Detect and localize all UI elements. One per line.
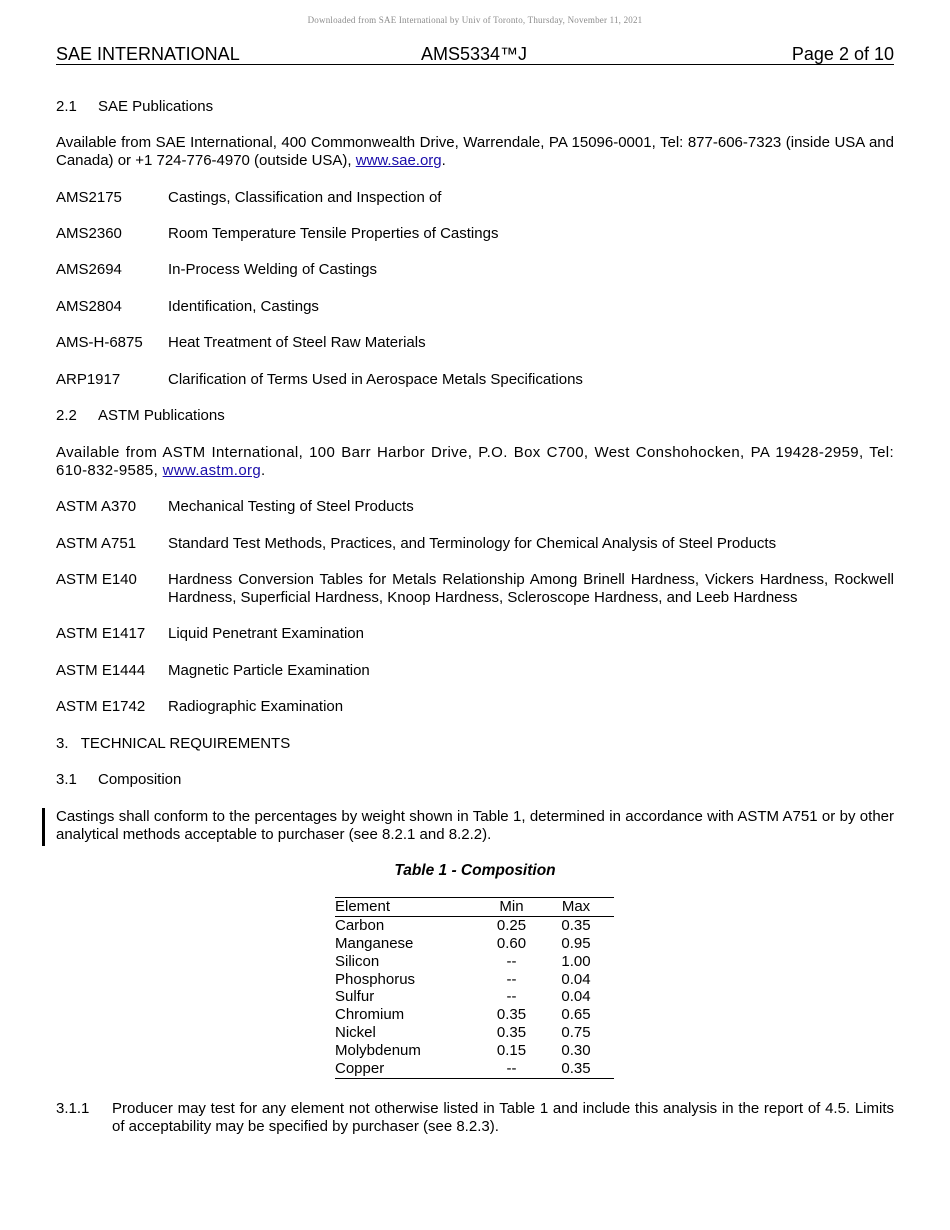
reference-title: Liquid Penetrant Examination: [168, 625, 364, 642]
reference-title: Standard Test Methods, Practices, and Terminology for Chemical Analysis of Steel Products: [168, 535, 777, 552]
cell-min: --: [506, 970, 517, 988]
cell-min: 0.35: [496, 1024, 527, 1042]
sae-website-link[interactable]: www.sae.org: [355, 152, 442, 169]
reference-code: AMS2804: [56, 298, 122, 315]
cell-max: 0.65: [561, 1006, 591, 1024]
cell-max: 0.35: [561, 1059, 591, 1077]
cell-min: 0.35: [496, 1006, 527, 1024]
reference-title: In-Process Welding of Castings: [168, 261, 377, 278]
reference-title: Mechanical Testing of Steel Products: [168, 498, 414, 515]
cell-element: Silicon: [335, 952, 380, 970]
section-2-2-title: ASTM Publications: [98, 407, 225, 424]
column-header-max: Max: [538, 898, 614, 917]
table-row: [335, 1060, 614, 1078]
section-3-1-title: Composition: [98, 771, 182, 788]
reference-title: Heat Treatment of Steel Raw Materials: [168, 334, 426, 351]
cell-min: --: [506, 952, 517, 970]
download-notice: Downloaded from SAE International by Univ of Toronto, Thursday, November 11, 2021: [307, 15, 643, 25]
table-row: [335, 1042, 614, 1060]
section-2-2-number: 2.2: [56, 407, 77, 424]
reference-code: ARP1917: [56, 371, 121, 388]
reference-title: Clarification of Terms Used in Aerospace Metals Specifications: [168, 371, 583, 388]
cell-max: 0.04: [561, 970, 591, 988]
page-header: [56, 44, 894, 65]
cell-element: Phosphorus: [335, 970, 416, 988]
table-1-caption: Table 1 - Composition: [394, 862, 556, 879]
reference-title: Radiographic Examination: [168, 698, 344, 715]
sae-link-suffix: .: [441, 152, 446, 169]
cell-element: Copper: [335, 1059, 385, 1077]
header-document-number: AMS5334™J: [421, 44, 528, 64]
section-3-1-number: 3.1: [56, 771, 77, 788]
section-2-1-title: SAE Publications: [98, 98, 214, 115]
reference-code: ASTM E1444: [56, 662, 146, 679]
reference-code: ASTM A751: [56, 535, 137, 552]
reference-title: Magnetic Particle Examination: [168, 662, 370, 679]
table-row: [335, 1006, 614, 1024]
reference-code: ASTM E1417: [56, 625, 146, 642]
cell-min: 0.25: [496, 917, 527, 934]
cell-max: 0.04: [561, 988, 591, 1006]
cell-min: --: [506, 988, 517, 1006]
reference-code: AMS2360: [56, 225, 122, 242]
cell-max: 0.95: [561, 934, 591, 952]
reference-code: ASTM E1742: [56, 698, 146, 715]
header-page-number: Page 2 of 10: [791, 44, 894, 64]
revision-change-bar: [42, 808, 45, 846]
reference-title: Castings, Classification and Inspection of: [168, 189, 442, 206]
reference-title: Identification, Castings: [168, 298, 319, 315]
table-row: [335, 953, 614, 971]
header-publisher: SAE INTERNATIONAL: [56, 44, 240, 64]
cell-min: 0.60: [496, 934, 527, 952]
table-row: [335, 935, 614, 953]
cell-element: Chromium: [335, 1006, 405, 1024]
astm-availability-paragraph: [56, 444, 894, 480]
sae-availability-text: Available from SAE International, 400 Commonwealth Drive, Warrendale, PA 15096-0001, Tel: 877-606-7323 (inside USA and Canada) or +1 724-776-4970 (outside USA),: [56, 134, 894, 169]
table-row: [335, 1024, 614, 1042]
cell-element: Carbon: [335, 917, 385, 934]
composition-table: [335, 897, 614, 1079]
reference-code: AMS-H-6875: [56, 334, 143, 351]
table-row: [335, 988, 614, 1006]
column-header-min: Min: [485, 898, 538, 917]
section-3-1-1-number: 3.1.1: [56, 1100, 90, 1117]
reference-code: AMS2175: [56, 189, 122, 206]
cell-max: 0.35: [561, 917, 591, 934]
cell-max: 0.30: [561, 1041, 591, 1059]
astm-link-suffix: .: [261, 462, 266, 479]
astm-website-link[interactable]: www.astm.org: [162, 462, 262, 479]
table-row: [335, 971, 614, 989]
section-3-heading: 3. TECHNICAL REQUIREMENTS: [56, 735, 291, 752]
cell-element: Molybdenum: [335, 1041, 421, 1059]
astm-availability-text: Available from ASTM International, 100 Barr Harbor Drive, P.O. Box C700, West Conshohocken, PA 19428-2959, Tel: 610-832-9585,: [56, 444, 894, 479]
column-header-element: Element: [335, 898, 485, 917]
cell-max: 1.00: [561, 952, 591, 970]
cell-min: --: [506, 1059, 517, 1077]
cell-element: Manganese: [335, 934, 414, 952]
table-row: [335, 917, 614, 935]
reference-code: AMS2694: [56, 261, 122, 278]
reference-title: Hardness Conversion Tables for Metals Relationship Among Brinell Hardness, Vickers Hardness, Rockwell Hardness, Superficial Hardness, Knoop Hardness, Scleroscope Hardness, and Leeb Hardness: [168, 571, 894, 606]
reference-code: ASTM E140: [56, 571, 137, 588]
cell-element: Sulfur: [335, 988, 375, 1006]
cell-min: 0.15: [496, 1041, 527, 1059]
sae-availability-paragraph: [56, 134, 894, 170]
cell-max: 0.75: [561, 1024, 591, 1042]
section-3-1-1-paragraph: Producer may test for any element not otherwise listed in Table 1 and include this analysis in the report of 4.5. Limits of acceptability may be specified by purchaser (see 8.2.3).: [112, 1100, 894, 1135]
composition-paragraph: Castings shall conform to the percentages by weight shown in Table 1, determined in accordance with ASTM A751 or by other analytical methods acceptable to purchaser (see 8.2.1 and 8.2.2).: [56, 808, 894, 843]
reference-code: ASTM A370: [56, 498, 137, 515]
cell-element: Nickel: [335, 1024, 376, 1042]
reference-title: Room Temperature Tensile Properties of Castings: [168, 225, 499, 242]
table-header-row: [335, 898, 614, 917]
section-2-1-number: 2.1: [56, 98, 77, 115]
